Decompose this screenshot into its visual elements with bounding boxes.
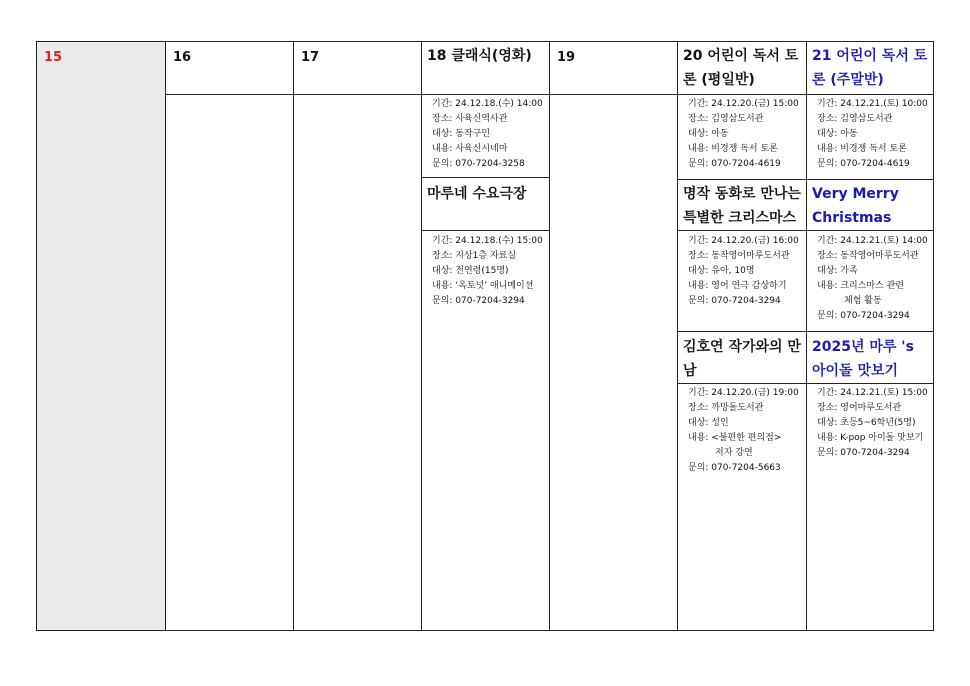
event-line: 내용: ‘옥토넛’ 애니메이션 xyxy=(432,281,534,291)
event-divider xyxy=(678,230,806,231)
day-column-18 xyxy=(421,42,549,630)
event-divider xyxy=(807,383,934,384)
day-number-19: 19 xyxy=(557,50,576,65)
event-line: 저자 강연 xyxy=(715,448,753,458)
event-divider xyxy=(422,177,549,178)
event-line: 장소: 김영삼도서관 xyxy=(817,114,893,124)
day-column-19 xyxy=(549,42,677,630)
event-line: 내용: 비경쟁 독서 토론 xyxy=(688,144,778,154)
event-divider xyxy=(807,331,934,332)
event-divider xyxy=(807,179,934,180)
event-title-very-merry-christmas: Very Merry Christmas xyxy=(812,186,899,226)
event-info-sayuksin-cinema xyxy=(432,97,547,172)
event-line: 문의: 070-7204-5663 xyxy=(688,463,781,473)
event-line: 장소: 동작영어마루도서관 xyxy=(688,251,790,261)
event-info-very-merry-christmas xyxy=(817,234,932,324)
event-line: 장소: 지상1층 자료실 xyxy=(432,251,517,261)
event-line: 대상: 동작구민 xyxy=(432,129,491,139)
event-title-idol-taste: 2025년 마루 's 아이돌 맛보기 xyxy=(812,339,914,379)
event-info-wednesday-theater xyxy=(432,234,547,309)
day-header-21: 21 어린이 독서 토론 (주말반) xyxy=(812,48,928,88)
event-line: 대상: 성인 xyxy=(688,418,729,428)
event-line: 내용: K-pop 아이돌 맛보기 xyxy=(817,433,924,443)
event-line: 기간: 24.12.18.(수) 14:00 xyxy=(432,99,543,109)
event-line: 기간: 24.12.21.(토) 14:00 xyxy=(817,236,928,246)
event-line: 내용: 비경쟁 독서 토론 xyxy=(817,144,907,154)
event-line: 대상: 아동 xyxy=(688,129,729,139)
event-line: 체험 활동 xyxy=(844,296,882,306)
event-info-weekday-reading xyxy=(688,97,804,172)
event-line: 대상: 아동 xyxy=(817,129,858,139)
event-line: 장소: 김영삼도서관 xyxy=(688,114,764,124)
event-divider xyxy=(678,331,806,332)
event-line: 장소: 영어마루도서관 xyxy=(817,403,902,413)
event-title-author-meeting: 김호연 작가와의 만남 xyxy=(683,339,801,379)
day-number-17: 17 xyxy=(301,50,320,65)
event-line: 문의: 070-7204-3294 xyxy=(688,296,781,306)
event-line: 기간: 24.12.21.(토) 15:00 xyxy=(817,388,928,398)
day-number-16: 16 xyxy=(173,50,192,65)
event-line: 기간: 24.12.18.(수) 15:00 xyxy=(432,236,543,246)
event-line: 문의: 070-7204-4619 xyxy=(688,159,781,169)
event-line: 대상: 가족 xyxy=(817,266,858,276)
event-line: 장소: 동작영어마루도서관 xyxy=(817,251,919,261)
event-line: 문의: 070-7204-3294 xyxy=(432,296,525,306)
day-column-16 xyxy=(165,42,293,630)
event-title-christmas-fairytale: 명작 동화로 만나는 특별한 크리스마스 xyxy=(683,186,801,226)
event-line: 내용: 사육신시네마 xyxy=(432,144,508,154)
event-info-christmas-fairytale xyxy=(688,234,804,309)
event-divider xyxy=(807,230,934,231)
event-line: 기간: 24.12.21.(토) 10:00 xyxy=(817,99,928,109)
event-line: 문의: 070-7204-4619 xyxy=(817,159,910,169)
event-info-idol-taste xyxy=(817,386,932,461)
event-line: 대상: 전연령(15명) xyxy=(432,266,509,276)
day-column-21 xyxy=(806,42,934,630)
event-line: 기간: 24.12.20.(금) 16:00 xyxy=(688,236,799,246)
event-info-author-meeting xyxy=(688,386,804,476)
event-info-weekend-reading xyxy=(817,97,932,172)
event-divider xyxy=(422,230,549,231)
event-line: 문의: 070-7204-3258 xyxy=(432,159,525,169)
event-title-wednesday-theater: 마루네 수요극장 xyxy=(427,186,527,202)
calendar-week xyxy=(36,41,934,631)
event-line: 장소: 까망돌도서관 xyxy=(688,403,764,413)
event-line: 대상: 유아, 10명 xyxy=(688,266,755,276)
day-header-20: 20 어린이 독서 토론 (평일반) xyxy=(683,48,799,88)
day-column-17 xyxy=(293,42,421,630)
day-column-15 xyxy=(37,42,165,630)
event-line: 기간: 24.12.20.(금) 19:00 xyxy=(688,388,799,398)
event-divider xyxy=(678,179,806,180)
day-number-15: 15 xyxy=(44,50,63,65)
event-line: 내용: <불편한 편의점> xyxy=(688,433,782,443)
day-header-18: 18 클래식(영화) xyxy=(427,48,532,64)
event-line: 장소: 사육신역사관 xyxy=(432,114,508,124)
event-line: 기간: 24.12.20.(금) 15:00 xyxy=(688,99,799,109)
event-line: 대상: 초등5~6학년(5명) xyxy=(817,418,916,428)
event-line: 문의: 070-7204-3294 xyxy=(817,311,910,321)
event-divider xyxy=(678,383,806,384)
event-line: 문의: 070-7204-3294 xyxy=(817,448,910,458)
event-line: 내용: 크리스마스 관련 xyxy=(817,281,905,291)
day-column-20 xyxy=(677,42,806,630)
event-line: 내용: 영어 연극 감상하기 xyxy=(688,281,787,291)
